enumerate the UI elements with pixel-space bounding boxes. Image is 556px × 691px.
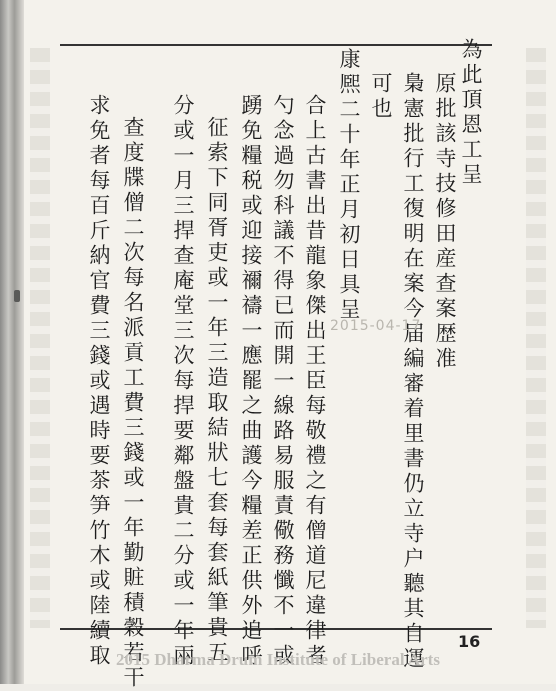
text-column-2: 原批該寺技修田産查案歴准: [433, 72, 457, 372]
text-column-5: 康熈二十年正月初日具呈: [337, 48, 361, 323]
text-column-3: 梟憲批行工復明在案今届編審着里書仍立寺户聽其自運: [401, 72, 425, 672]
text-column-4: 可也: [369, 72, 393, 122]
bleed-through-left: [30, 48, 50, 628]
book-spine: [0, 0, 24, 684]
text-column-8: 踴免糧税或迎接禰禱一應罷之曲護今糧差正供外追呼: [239, 94, 263, 669]
text-column-1: 為此頂恩工呈: [459, 38, 483, 188]
copyright-footer: 2015 Dharma Drum Institute of Liberal Arts: [116, 650, 440, 669]
text-column-7: 勺念過勿科議不得已而開一線路易服責儆務懺不一或: [271, 94, 295, 669]
text-column-9: 征索下同胥吏或一年三造取結狀七套每套紙筆貴五: [205, 116, 229, 666]
page-number: 16: [458, 632, 481, 651]
date-watermark: 2015-04-17: [330, 318, 422, 334]
bleed-through-right: [526, 48, 546, 628]
text-column-11: 查度牒僧二次每名派貢工費三錢或一年勤賍積穀若干: [121, 116, 145, 691]
text-column-12: 求免者每百斤納官費三錢或遇時要茶笋竹木或陸續取: [87, 94, 111, 669]
text-column-10: 分或一月三捍查庵堂三次每捍要鄰盤貴二分或一年兩: [171, 94, 195, 669]
text-column-6: 合上古書出昔龍象傑出王臣每敬禮之有僧道尼違律者: [303, 94, 327, 669]
